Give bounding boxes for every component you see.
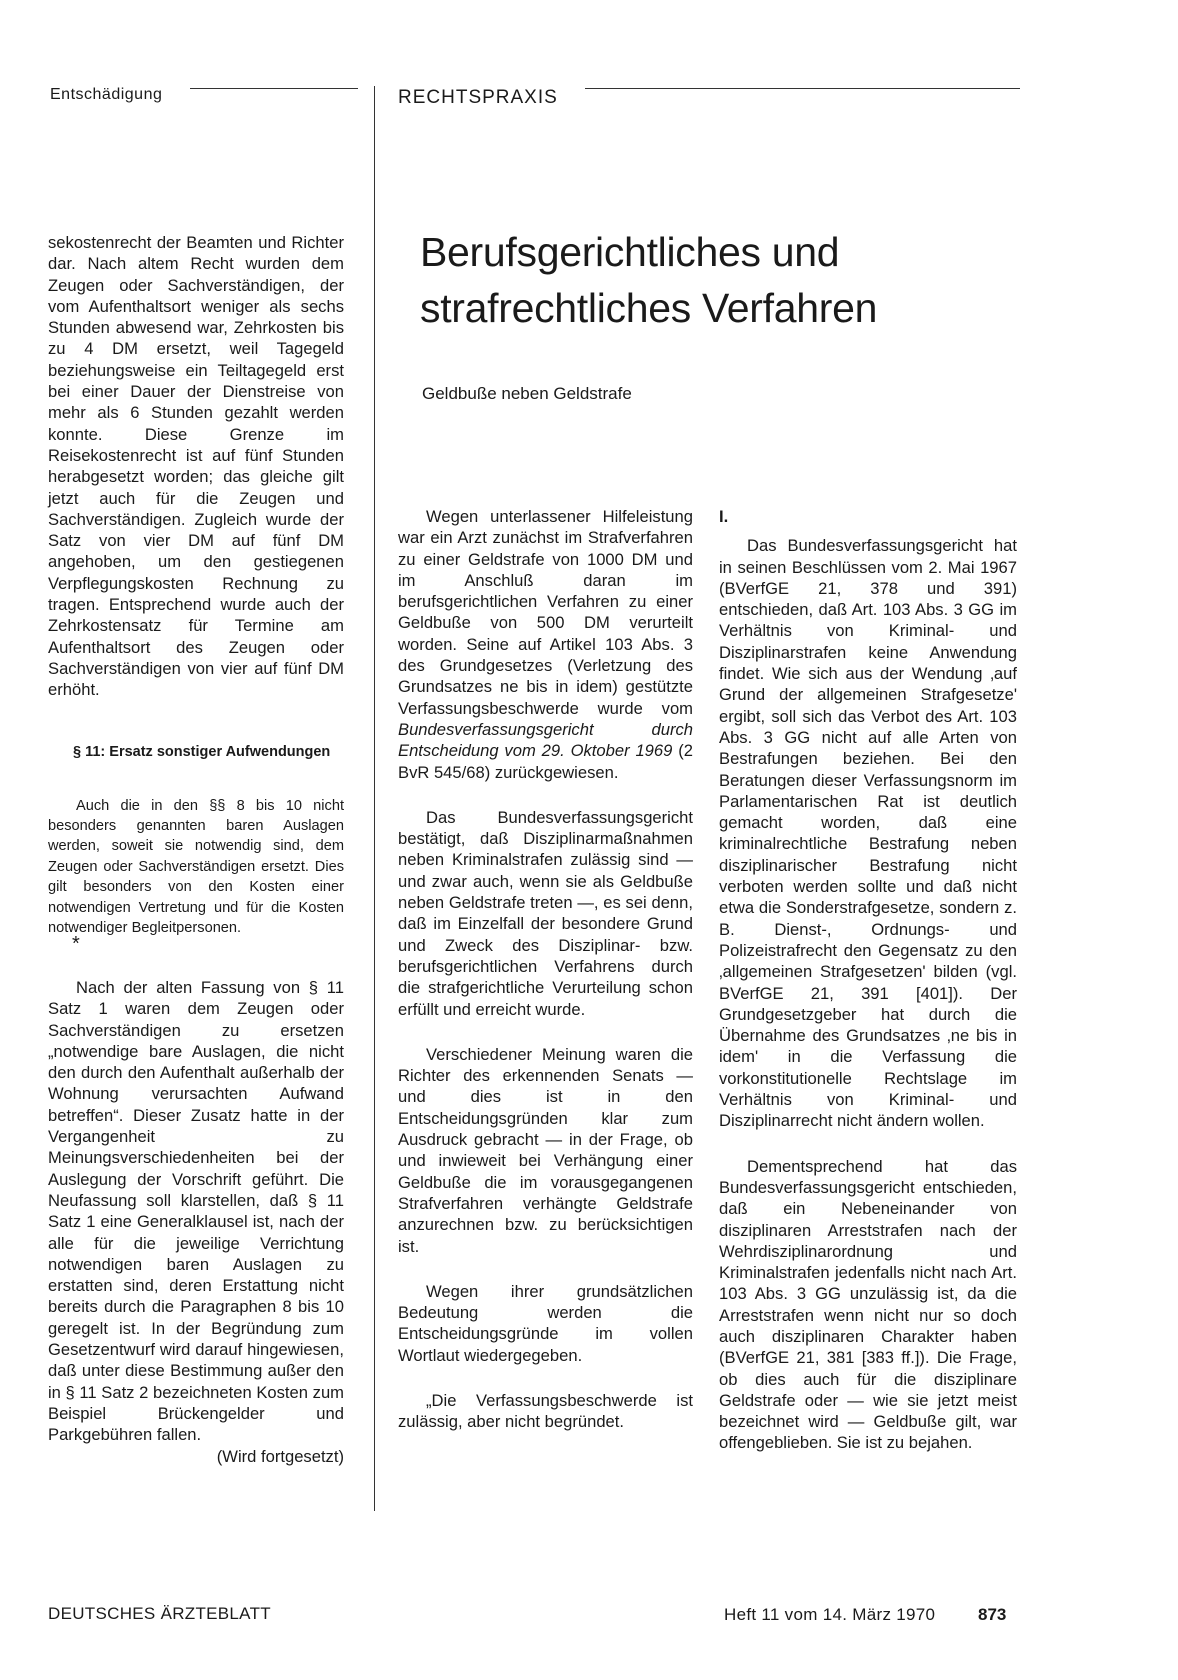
section-subheading: § 11: Ersatz sonstiger Aufwendungen: [73, 744, 331, 760]
right-paragraph-2: Dementsprechend hat das Bundesverfassungsgericht entschieden, daß ein Nebeneinander von disziplinaren Arreststrafen nach der Wehrdisziplinarordnung und Kriminalstrafen jedenfalls nicht nach Art. 103 Abs. 3 GG unzulässig ist, da die Arreststrafen wenn nicht nur so doch auch disziplinaren Charakter haben (BVerfGE 21, 381 [383 ff.]). Die Frage, ob dies auch für die disziplinare Geldstrafe oder — wie sie jetzt meist bezeichnet wird — Geldbuße gilt, war offengeblieben. Sie ist zu bejahen.: [719, 1156, 1017, 1453]
decision-reference: Bundesverfassungsgericht durch Entscheidung vom 29. Oktober 1969: [398, 719, 693, 761]
continued-note: (Wird fortgesetzt): [216, 1446, 344, 1466]
title-line-2: strafrechtliches Verfahren: [420, 285, 878, 331]
header-rule-right: [585, 88, 1020, 89]
left-column: [48, 232, 344, 701]
statute-paragraph: Auch die in den §§ 8 bis 10 nicht besonders genannten baren Auslagen werden, soweit sie notwendig sind, dem Zeugen oder Sachverständigen ersetzt. Dies gilt besonders von den Kosten einer notwendigen Vertretung und für die Kosten notwendiger Begleitpersonen.: [48, 797, 344, 937]
middle-paragraph-4: Wegen ihrer grundsätzlichen Bedeutung werden die Entscheidungsgründe im vollen Wortlaut wiedergegeben.: [398, 1281, 693, 1365]
middle-paragraph-1-end: (2 BvR 545/68) zurückgewiesen.: [398, 741, 693, 782]
right-paragraph-1: Das Bundesverfassungsgericht hat in seinen Beschlüssen vom 2. Mai 1967 (BVerfGE 21, 378 und 391) entschieden, daß Art. 103 Abs. 3 GG im Verhältnis von Kriminal- und Disziplinarstrafen keine Anwendung findet. Wie sich aus der Wendung ‚auf Grund der allgemeinen Strafgesetze' ergibt, soll sich das Verbot des Art. 103 Abs. 3 GG nicht auf alle Arten von Bestrafungen beziehen. Bei den Beratungen dieser Verfassungsnorm im Parlamentarischen Rat ist deutlich gemacht worden, daß eine kriminalrechtliche Bestrafung neben disziplinarischer Bestrafung nicht verboten werden sollte und daß nicht etwa die Sonderstrafgesetze, sondern z. B. Dienst-, Ordnungs- und Polizeistrafrecht den Gegensatz zu den ‚allgemeinen Strafgesetzen' bilden (vgl. BVerfGE 21, 391 [401]). Der Grundgesetzgeber hat durch die Übernahme des Grundsatzes ‚ne bis in idem' in die Verfassung die vorkonstitutionelle Rechtslage im Verhältnis von Kriminal- und Disziplinarrecht nicht ändern wollen.: [719, 536, 1017, 1131]
column-divider: [374, 86, 375, 1511]
section-label: RECHTSPRAXIS: [398, 87, 558, 108]
running-head-left: Entschädigung: [50, 86, 163, 103]
issue-info: Heft 11 vom 14. März 1970: [724, 1605, 936, 1624]
right-column: [719, 506, 1017, 1454]
middle-paragraph-2: Das Bundesverfassungsgericht bestätigt, daß Disziplinarmaßnahmen neben Kriminalstrafen zulässig sind — und zwar auch, wenn sie als Geldbuße neben Geldstrafe treten —, es sei denn, daß im Einzelfall der besondere Grund und Zweck des Disziplinar- bzw. berufsgerichtlichen Verfahrens durch die strafgerichtliche Verurteilung schon erfüllt und erreicht wurde.: [398, 807, 693, 1019]
middle-paragraph-1-text: Wegen unterlassener Hilfeleistung war ein Arzt zunächst im Strafverfahren zu einer Geldstrafe von 1000 DM und im Anschluß daran im berufsgerichtlichen Verfahren zu einer Geldbuße von 500 DM verurteilt worden. Seine auf Artikel 103 Abs. 3 des Grundgesetzes (Verletzung des Grundsatzes ne bis in idem) gestützte Verfassungsbeschwerde wurde vom: [398, 507, 693, 718]
statute-text: [48, 781, 344, 953]
left-paragraph-2: Nach der alten Fassung von § 11 Satz 1 waren dem Zeugen oder Sachverständigen zu ersetzen „notwendige bare Auslagen, die nicht den durch den Aufenthalt außerhalb der Wohnung verursachten Aufwand betreffen“. Dieser Zusatz hatte in der Vergangenheit zu Meinungsverschiedenheiten bei der Auslegung der Vorschrift geführt. Die Neufassung soll klarstellen, daß § 11 Satz 1 eine Generalklausel ist, nach der alle für die jeweilige Verrichtung notwendigen baren Auslagen zu erstatten sind, deren Erstattung nicht bereits durch die Paragraphen 8 bis 10 geregelt ist. In der Begründung zum Gesetzentwurf wird darauf hingewiesen, daß unter diese Bestimmung außer den in § 11 Satz 2 bezeichneten Kosten zum Beispiel Brückengelder und Parkgebühren fallen.: [48, 978, 344, 1445]
page-number: 873: [978, 1605, 1007, 1624]
article-title: [420, 224, 1020, 336]
middle-paragraph-1: [398, 506, 693, 783]
right-section-heading: I.: [719, 507, 729, 526]
journal-name: DEUTSCHES ÄRZTEBLATT: [48, 1604, 271, 1623]
asterisk-separator: *: [72, 933, 80, 955]
middle-paragraph-3: Verschiedener Meinung waren die Richter des erkennenden Senats — und dies ist in den Entscheidungsgründen klar zum Ausdruck gebracht — in der Frage, ob und inwieweit bei Verhängung einer Geldbuße die im vorausgegangenen Strafverfahren verhängte Geldstrafe anzurechnen bzw. zu berücksichtigen ist.: [398, 1044, 693, 1256]
left-column-2: [48, 977, 344, 1467]
article-subtitle: Geldbuße neben Geldstrafe: [422, 384, 632, 403]
title-line-1: Berufsgerichtliches und: [420, 229, 840, 275]
middle-column: [398, 506, 693, 1433]
middle-paragraph-5: „Die Verfassungsbeschwerde ist zulässig, aber nicht begründet.: [398, 1390, 693, 1432]
header-rule-left: [190, 88, 358, 89]
left-paragraph-1: sekostenrecht der Beamten und Richter dar. Nach altem Recht wurden dem Zeugen oder Sachverständigen, der vom Aufenthaltsort weniger als sechs Stunden abwesend war, Zehrkosten bis zu 4 DM ersetzt, weil Tagegeld beziehungsweise ein Teiltagegeld erst bei einer Dauer der Dienstreise von mehr als 6 Stunden gezahlt werden konnte. Diese Grenze im Reisekostenrecht ist auf fünf Stunden herabgesetzt worden; das gleiche gilt jetzt auch für die Zeugen und Sachverständigen. Zugleich wurde der Satz von vier DM auf fünf DM angehoben, um den gestiegenen Verpflegungskosten Rechnung zu tragen. Entsprechend wurde auch der Zehrkostensatz für Termine am Aufenthaltsort des Zeugen oder Sachverständigen von vier auf fünf DM erhöht.: [48, 233, 344, 700]
